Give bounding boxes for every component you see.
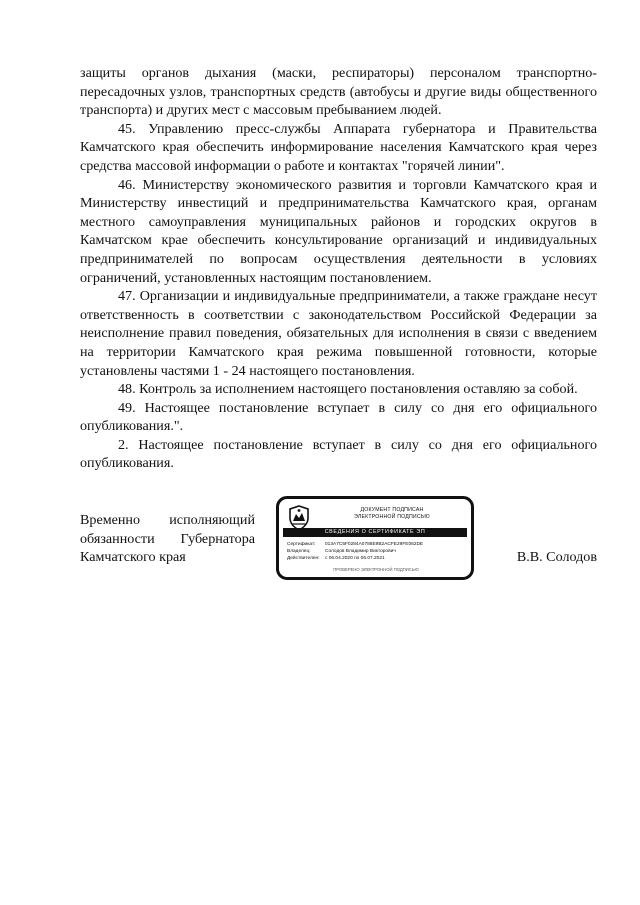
paragraph-49: 49. Настоящее постановление вступает в силу со дня его официального опубликования.". (80, 399, 597, 435)
paragraph-2: 2. Настоящее постановление вступает в силу со дня его официального опубликования. (80, 436, 597, 472)
stamp-row-value: 013A7C5F0284A0788E9B2ACFE29FE062DE (325, 542, 424, 547)
signer-name: В.В. Солодов (516, 549, 597, 565)
stamp-row-value: с 06.04.2020 по 06.07.2021 (325, 556, 385, 561)
paragraph-45: 45. Управлению пресс-службы Аппарата губернатора и Правительства Камчатского края обеспечить информирование населения Камчатского края через средства массовой информации о работе и контактах "горячей линии". (80, 120, 597, 174)
stamp-certificate-details (287, 541, 467, 562)
paragraph-47: 47. Организации и индивидуальные предприниматели, а также граждане несут ответственность в соответствии с законодательством Российской Федерации за неисполнение правил поведения, обязательных для исполнения в связи с введением на территории Камчатского края режима повышенной готовности, которые установлены частями 1 - 24 настоящего постановления. (80, 288, 597, 379)
signer-position-line: Камчатского края (80, 549, 186, 566)
electronic-signature-stamp (276, 496, 474, 580)
signer-position (80, 511, 255, 567)
stamp-row-validity (287, 555, 467, 562)
stamp-footer: ПРОВЕРЕНО ЭЛЕКТРОННОЙ ПОДПИСЬЮ (333, 567, 419, 572)
paragraph-46: 46. Министерству экономического развития и торговли Камчатского края и Министерству инвестиций и предпринимательства Камчатского края, органам местного самоуправления муниципальных районов и городских округов в Камчатском крае обеспечить консультирование организаций и индивидуальных предпринимателей по вопросам осуществления деятельности в условиях ограничений, установленных настоящим постановлением. (80, 176, 597, 286)
stamp-row-key: Действителен: (287, 556, 320, 561)
paragraph-48: 48. Контроль за исполнением настоящего постановления оставляю за собой. (118, 381, 578, 398)
signer-position-line: обязанности Губернатора (80, 530, 255, 547)
paragraph-continuation: защиты органов дыхания (маски, респираторы) персоналом транспортно-пересадочных узлов, транспортных средств (автобусы и другие виды общественного транспорта) и других мест с массовым пребыванием людей. (80, 65, 597, 119)
stamp-header-line: ЭЛЕКТРОННОЙ ПОДПИСЬЮ (354, 513, 430, 520)
signer-position-line: Временно исполняющий (80, 512, 255, 528)
stamp-header-line: ДОКУМЕНТ ПОДПИСАН (360, 507, 424, 513)
stamp-certificate-title: СВЕДЕНИЯ О СЕРТИФИКАТЕ ЭП (283, 528, 467, 537)
document-body (80, 64, 597, 473)
stamp-row-key: Владелец: (287, 549, 311, 554)
stamp-row-owner (287, 548, 467, 555)
stamp-row-key: Сертификат: (287, 542, 316, 547)
stamp-row-certificate (287, 541, 467, 548)
stamp-header (319, 507, 465, 520)
stamp-row-value: Солодов Владимир Викторович (325, 549, 396, 554)
